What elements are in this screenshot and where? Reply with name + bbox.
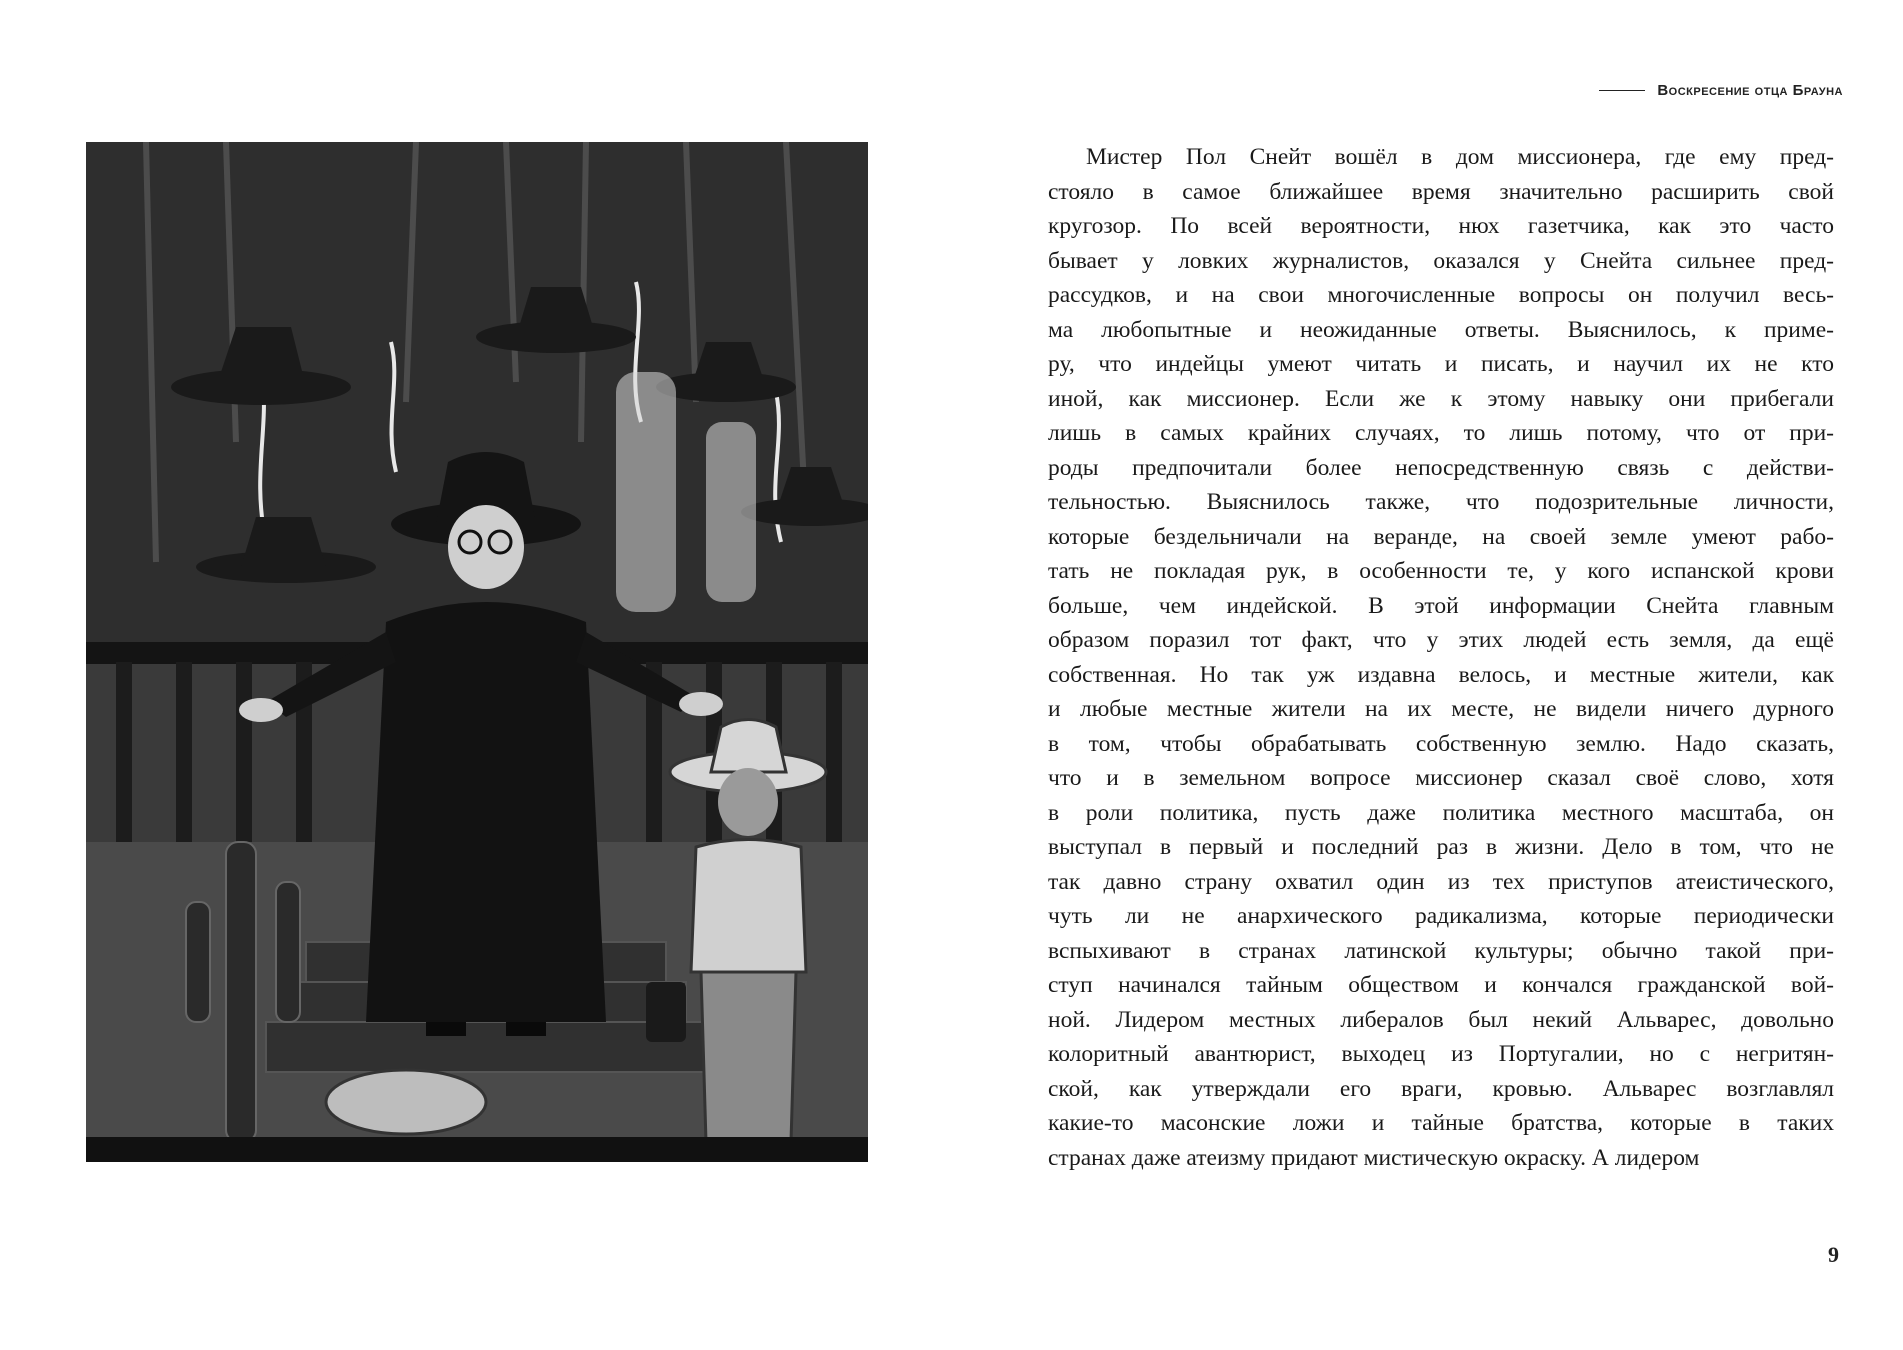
text-line: тельностью. Выяснилось также, что подозрительные личности, [1048,489,1834,515]
text-line: рассудков, и на свои многочисленные вопросы он получил весь- [1048,282,1834,308]
text-line: бывает у ловких журналистов, оказался у Снейта сильнее пред- [1048,247,1834,274]
text-line: собственная. Но так уж издавна велось, и местные жители, как [1048,661,1834,688]
text-line: колоритный авантюрист, выходец из Португалии, но с негритян- [1048,1041,1834,1067]
text-line: выступал в первый и последний раз в жизни. Дело в том, что не [1048,834,1834,860]
text-line: чуть ли не анархического радикализма, которые периодически [1048,903,1834,929]
text-line: роды предпочитали более непосредственную связь с действи- [1048,454,1834,481]
text-line: стояло в самое ближайшее время значительно расширить свой [1048,178,1834,205]
text-line: больше, чем индейской. В этой информации Снейта главным [1048,592,1834,619]
text-line: Мистер Пол Снейт вошёл в дом миссионера, где ему пред- [1086,144,1834,170]
text-line: какие-то масонские ложи и тайные братства, которые в таких [1048,1110,1834,1136]
text-line: иной, как миссионер. Если же к этому навыку они прибегали [1048,385,1834,412]
text-line: которые бездельничали на веранде, на своей земле умеют рабо- [1048,523,1834,550]
header-rule [1599,90,1645,91]
text-line: в том, чтобы обрабатывать собственную землю. Надо сказать, [1048,730,1834,757]
text-line: кругозор. По всей вероятности, нюх газетчика, как это часто [1048,213,1834,239]
text-line: и любые местные жители на их месте, не видели ничего дурного [1048,696,1834,722]
text-line: лишь в самых крайних случаях, то лишь потому, что от при- [1048,420,1834,446]
text-line: ской, как утверждали его враги, кровью. Альварес возглавлял [1048,1075,1834,1102]
text-line: в роли политика, пусть даже политика местного масштаба, он [1048,799,1834,826]
illustration [86,142,868,1162]
text-line: ма любопытные и неожиданные ответы. Выяснилось, к приме- [1048,316,1834,343]
text-line: вспыхивают в странах латинской культуры; обычно такой при- [1048,937,1834,964]
text-line: ступ начинался тайным обществом и кончался гражданской вой- [1048,972,1834,998]
text-line: так давно страну охватил один из тех приступов атеистического, [1048,868,1834,895]
text-line: ру, что индейцы умеют читать и писать, и научил их не кто [1048,351,1834,377]
text-line: ной. Лидером местных либералов был некий Альварес, довольно [1048,1006,1834,1033]
illustration-drawing [86,142,868,1162]
running-header [1599,82,1843,99]
text-line: тать не покладая рук, в особенности те, у кого испанской крови [1048,558,1834,584]
text-line: образом поразил тот факт, что у этих людей есть земля, да ещё [1048,627,1834,653]
text-line: что и в земельном вопросе миссионер сказал своё слово, хотя [1048,765,1834,791]
body-text [1048,140,1834,1175]
text-line: странах даже атеизму придают мистическую окраску. А лидером [1048,1144,1700,1171]
page-number: 9 [1828,1242,1839,1267]
running-head-title: Воскресение отца Брауна [1657,82,1843,99]
